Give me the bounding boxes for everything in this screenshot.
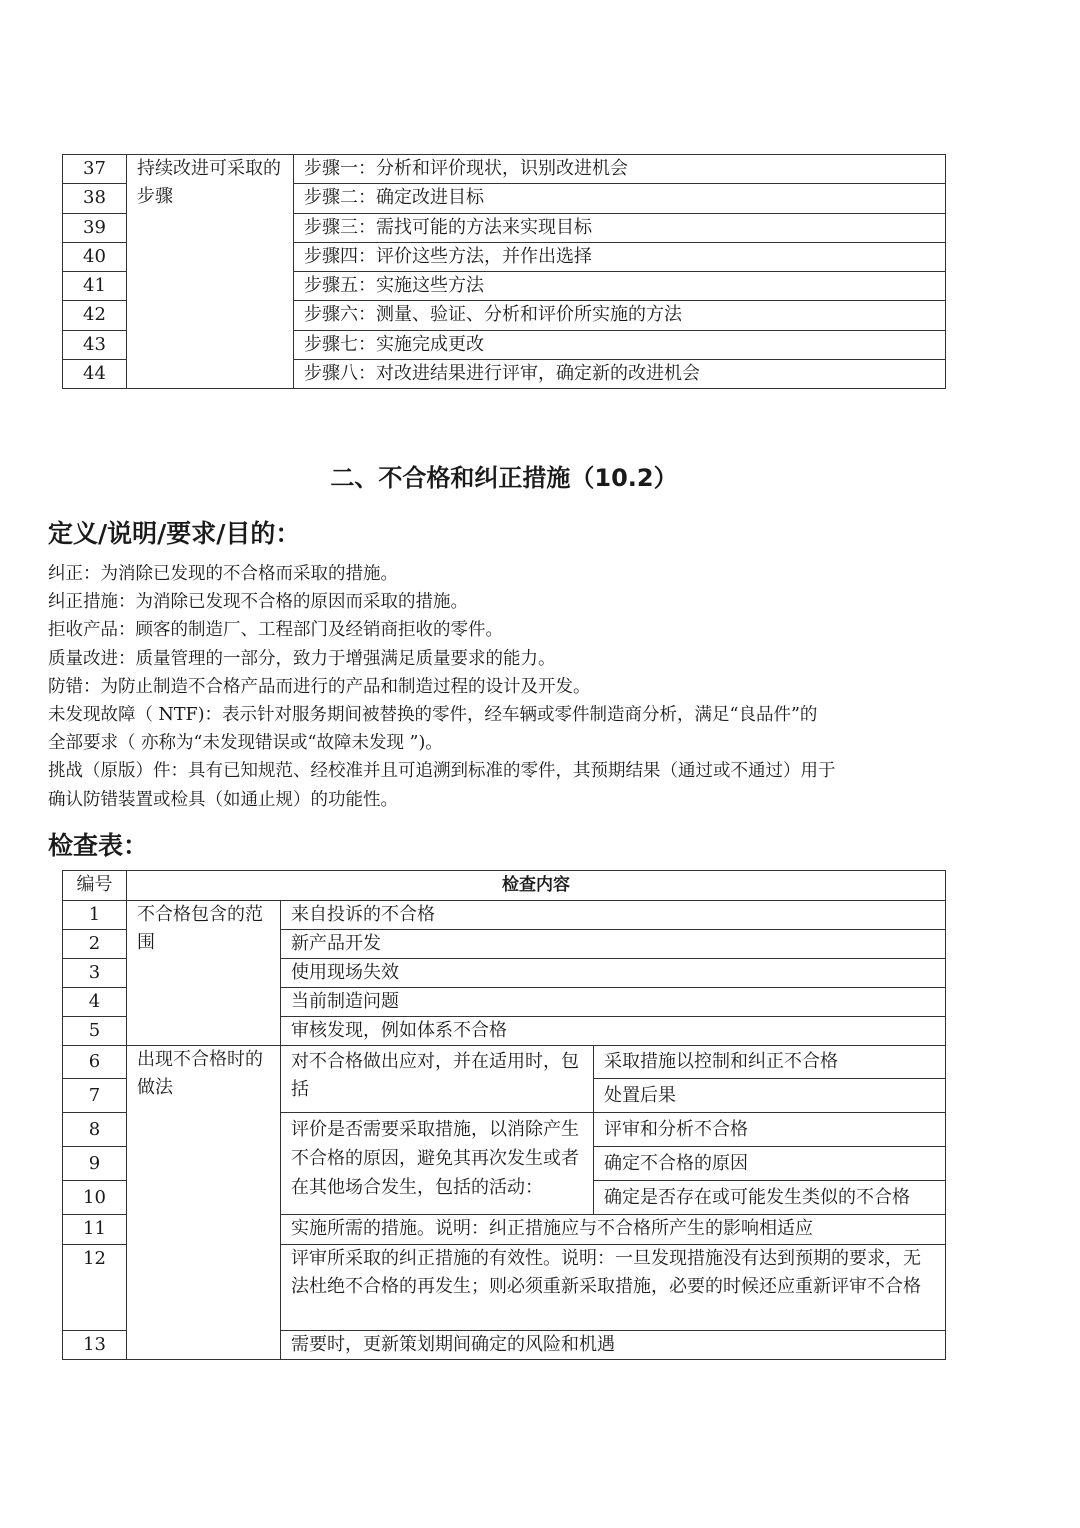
row-number: 5: [63, 1017, 127, 1046]
checklist-table: [62, 870, 946, 1360]
table-header-row: [63, 871, 946, 901]
definition-line: 确认防错装置或检具（如通止规）的功能性。: [48, 789, 398, 810]
table-row: [63, 155, 946, 184]
row-text: 处置后果: [594, 1079, 946, 1113]
row-number: 37: [63, 155, 127, 184]
row-text: 当前制造问题: [281, 988, 946, 1017]
section-title: 二、不合格和纠正措施（10.2）: [330, 464, 678, 492]
evaluate-text: 评价是否需要采取措施，以消除产生不合格的原因，避免其再次发生或者在其他场合发生，包括的活动：: [281, 1113, 594, 1215]
definition-line: 未发现故障（ NTF)：表示针对服务期间被替换的零件，经车辆或零件制造商分析，满足“良品件”的: [48, 705, 818, 726]
respond-text: 对不合格做出应对，并在适用时，包括: [281, 1046, 594, 1113]
row-number: 39: [63, 213, 127, 242]
step-text: 步骤一：分析和评价现状，识别改进机会: [294, 155, 946, 184]
row-number: 41: [63, 272, 127, 301]
group-label: 不合格包含的范围: [127, 901, 281, 1046]
row-number: 10: [63, 1181, 127, 1215]
row-number: 6: [63, 1046, 127, 1079]
row-text: 采取措施以控制和纠正不合格: [594, 1046, 946, 1079]
row-text: 评审和分析不合格: [594, 1113, 946, 1147]
row-number: 4: [63, 988, 127, 1017]
header-content: 检查内容: [127, 871, 946, 901]
row-text: 审核发现，例如体系不合格: [281, 1017, 946, 1046]
step-text: 步骤八：对改进结果进行评审，确定新的改进机会: [294, 360, 946, 389]
step-text: 步骤七：实施完成更改: [294, 330, 946, 359]
row-number: 11: [63, 1215, 127, 1245]
row-text: 需要时，更新策划期间确定的风险和机遇: [281, 1331, 946, 1360]
step-text: 步骤五：实施这些方法: [294, 272, 946, 301]
definition-line: 纠正：为消除已发现的不合格而采取的措施。: [48, 564, 398, 584]
row-number: 13: [63, 1331, 127, 1360]
definition-line: 拒收产品：顾客的制造厂、工程部门及经销商拒收的零件。: [48, 620, 503, 641]
table-row: [63, 1046, 946, 1079]
row-number: 12: [63, 1245, 127, 1331]
group-label: 出现不合格时的做法: [127, 1046, 281, 1360]
row-number: 42: [63, 301, 127, 330]
definitions-list: [48, 560, 948, 814]
row-text: 确定不合格的原因: [594, 1147, 946, 1181]
step-text: 步骤六：测量、验证、分析和评价所实施的方法: [294, 301, 946, 330]
row-number: 7: [63, 1079, 127, 1113]
row-text: 确定是否存在或可能发生类似的不合格: [594, 1181, 946, 1215]
row-number: 9: [63, 1147, 127, 1181]
row-text: 实施所需的措施。说明：纠正措施应与不合格所产生的影响相适应: [281, 1215, 946, 1245]
improvement-steps-table: [62, 154, 946, 389]
row-text: 来自投诉的不合格: [281, 901, 946, 930]
definition-line: 挑战（原版）件：具有已知规范、经校准并且可追溯到标准的零件，其预期结果（通过或不通过）用于: [48, 761, 836, 782]
category-cell: 持续改进可采取的步骤: [127, 155, 294, 389]
definition-line: 全部要求（ 亦称为“未发现错误或“故障未发现 ”)。: [48, 733, 443, 754]
row-text: 评审所采取的纠正措施的有效性。说明：一旦发现措施没有达到预期的要求，无法杜绝不合格的再发生；则必须重新采取措施，必要的时候还应重新评审不合格: [281, 1245, 946, 1331]
row-text: 使用现场失效: [281, 959, 946, 988]
row-number: 40: [63, 242, 127, 271]
step-text: 步骤二：确定改进目标: [294, 184, 946, 213]
row-number: 1: [63, 901, 127, 930]
step-text: 步骤三：需找可能的方法来实现目标: [294, 213, 946, 242]
checklist-heading: 检查表：: [48, 831, 149, 860]
row-text: 新产品开发: [281, 930, 946, 959]
step-text: 步骤四：评价这些方法，并作出选择: [294, 242, 946, 271]
row-number: 43: [63, 330, 127, 359]
definition-line: 质量改进：质量管理的一部分，致力于增强满足质量要求的能力。: [48, 648, 556, 669]
row-number: 38: [63, 184, 127, 213]
header-number: 编号: [63, 871, 127, 901]
row-number: 8: [63, 1113, 127, 1147]
row-number: 44: [63, 360, 127, 389]
table-row: [63, 901, 946, 930]
definitions-heading: 定义/说明/要求/目的：: [48, 519, 301, 548]
definition-line: 防错：为防止制造不合格产品而进行的产品和制造过程的设计及开发。: [48, 676, 591, 697]
row-number: 3: [63, 959, 127, 988]
definition-line: 纠正措施：为消除已发现不合格的原因而采取的措施。: [48, 592, 468, 613]
row-number: 2: [63, 930, 127, 959]
